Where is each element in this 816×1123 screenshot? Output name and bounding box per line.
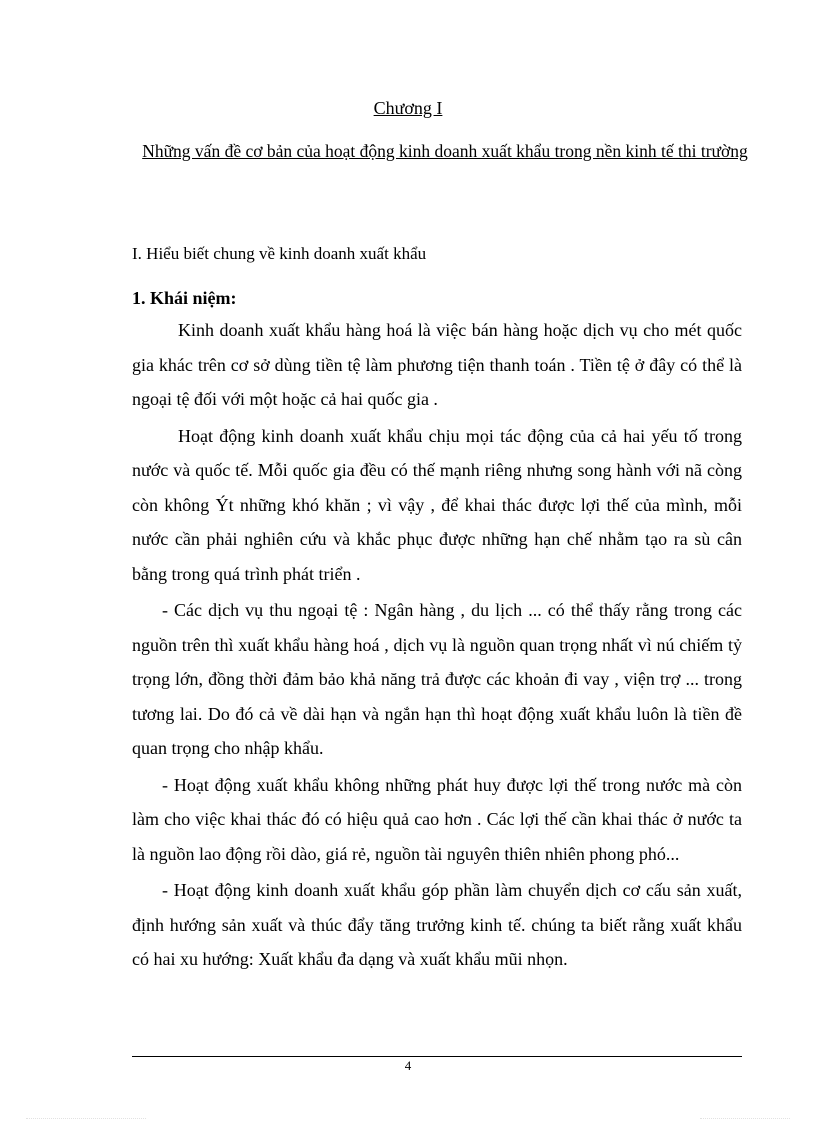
paragraph: Hoạt động kinh doanh xuất khẩu chịu mọi tác động của cả hai yếu tố trong nước và quốc tế. Mỗi quốc gia đều có thế mạnh riêng nhưng song hành với nã còng còn không Ýt những khó khăn ; vì vậy , để khai thác được lợi thế của mình, mỗi nước cần phải nghiên cứu và khắc phục được những hạn chế nhằm tạo ra sù cân bằng trong quá trình phát triển . [132,425,742,584]
page-number: 4 [404,1058,412,1073]
footer-dotted-line-right [700,1118,790,1119]
section-heading: I. Hiểu biết chung về kinh doanh xuất khẩu [132,244,427,263]
footer-divider [132,1056,742,1057]
paragraph: Kinh doanh xuất khẩu hàng hoá là việc bán hàng hoặc dịch vụ cho mét quốc gia khác trên cơ sở dùng tiền tệ làm phương tiện thanh toán . Tiền tệ ở đây có thể là ngoại tệ đối với một hoặc cả hai quốc gia . [132,320,742,409]
paragraph: - Hoạt động kinh doanh xuất khẩu góp phần làm chuyển dịch cơ cấu sản xuất, định hướng sản xuất và thúc đẩy tăng trưởng kinh tế. chúng ta biết rằng xuất khẩu có hai xu hướng: Xuất khẩu đa dạng và xuất khẩu mũi nhọn. [132,880,742,969]
chapter-subtitle: Những vấn đề cơ bản của hoạt động kinh doanh xuất khẩu trong nền kinh tế thi trường [142,141,748,161]
paragraph: - Hoạt động xuất khẩu không những phát huy được lợi thế trong nước mà còn làm cho việc khai thác đó có hiệu quả cao hơn . Các lợi thế cần khai thác ở nước ta là nguồn lao động rồi dào, giá rẻ, nguồn tài nguyên thiên nhiên phong phó... [132,774,742,864]
chapter-title: Chương I [373,98,443,118]
footer-dotted-line-left [26,1118,146,1119]
subsection-heading: 1. Khái niệm: [132,288,237,308]
paragraph: - Các dịch vụ thu ngoại tệ : Ngân hàng , du lịch ... có thể thấy rằng trong các nguồn trên thì xuất khẩu hàng hoá , dịch vụ là nguồn quan trọng nhất vì nú chiếm tỷ trọng lớn, đồng thời đảm bảo khả năng trả được các khoản đi vay , viện trợ ... trong tương lai. Do đó cả về dài hạn và ngắn hạn thì hoạt động xuất khẩu luôn là tiền đề quan trọng cho nhập khẩu. [132,600,742,758]
body-text [132,313,742,979]
